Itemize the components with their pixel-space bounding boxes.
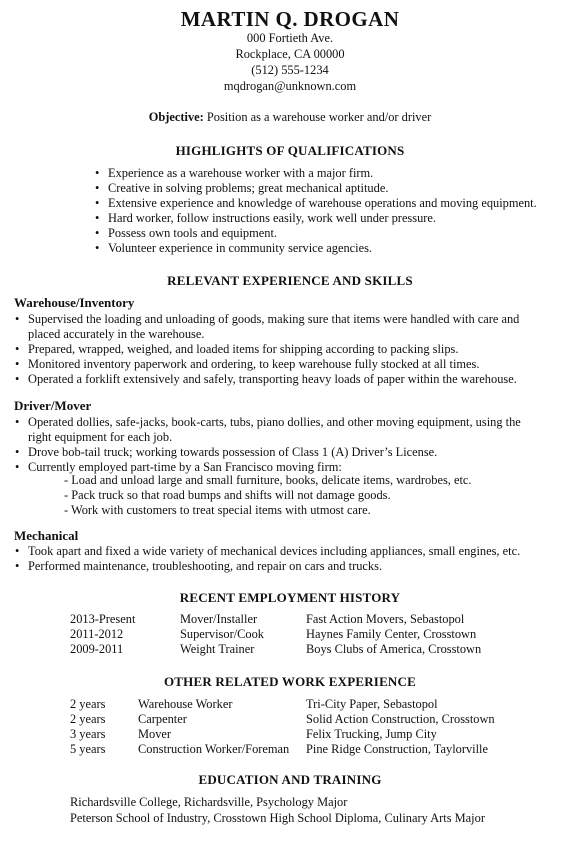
highlight-item: • Experience as a warehouse worker with a major firm. [95,166,374,180]
objective-text: Position as a warehouse worker and/or driver [206,110,432,124]
email-address: mqdrogan@unknown.com [223,79,357,93]
highlight-item: • Possess own tools and equipment. [95,226,277,240]
objective [0,110,580,125]
experience-item: • Currently employed part-time by a San Francisco moving firm: [15,460,342,474]
bullet: • [15,312,20,326]
work-employer: Felix Trucking, Jump City [306,727,437,741]
experience-item-continuation: placed accurately in the warehouse. [28,327,205,341]
employment-heading: RECENT EMPLOYMENT HISTORY [179,590,401,605]
driver-title: Driver/Mover [14,398,92,413]
highlights-list [95,166,537,256]
experience-item: • Operated dollies, safe-jacks, book-carts, tubs, piano dollies, and other moving equipment, using the [15,415,521,429]
experience-item-continuation: right equipment for each job. [28,430,173,444]
driver-sub-list [64,473,472,518]
address-line-1: 000 Fortieth Ave. [246,31,334,45]
bullet: • [15,460,20,474]
work-duration: 3 years [70,727,106,741]
bullet: • [15,357,20,371]
experience-item: • Supervised the loading and unloading of goods, making sure that items were handled with care and [15,312,520,326]
education-heading: EDUCATION AND TRAINING [198,772,382,787]
education-line: Richardsville College, Richardsville, Psychology Major [70,795,348,809]
bullet: • [15,544,20,558]
mechanical-title: Mechanical [14,528,79,543]
work-duration: 5 years [70,742,106,756]
phone-number: (512) 555-1234 [251,63,329,77]
employment-position: Supervisor/Cook [180,627,264,641]
work-employer: Solid Action Construction, Crosstown [306,712,495,726]
highlight-item: • Hard worker, follow instructions easily, work well under pressure. [95,211,436,225]
experience-item: • Prepared, wrapped, weighed, and loaded items for shipping according to packing slips. [15,342,459,356]
work-role: Construction Worker/Foreman [138,742,290,756]
employment-employer: Haynes Family Center, Crosstown [306,627,477,641]
bullet: • [15,559,20,573]
sub-item: - Load and unload large and small furniture, books, delicate items, wardrobes, etc. [64,473,472,487]
bullet: • [95,241,100,255]
bullet: • [95,211,100,225]
warehouse-list [15,312,520,387]
experience-item: • Monitored inventory paperwork and ordering, to keep warehouse fully stocked at all times. [15,357,480,371]
employment-employer: Fast Action Movers, Sebastopol [306,612,465,626]
sub-item: - Work with customers to treat special items with utmost care. [64,503,371,517]
bullet: • [15,372,20,386]
highlight-item: • Creative in solving problems; great mechanical aptitude. [95,181,389,195]
experience-item: • Took apart and fixed a wide variety of mechanical devices including appliances, small engines, etc. [15,544,521,558]
experience-item: • Drove bob-tail truck; working towards possession of Class 1 (A) Driver’s License. [15,445,438,459]
work-duration: 2 years [70,712,106,726]
work-duration: 2 years [70,697,106,711]
employment-dates: 2011-2012 [70,627,124,641]
employment-position: Weight Trainer [180,642,255,656]
experience-heading: RELEVANT EXPERIENCE AND SKILLS [167,273,413,288]
bullet: • [95,226,100,240]
employment-dates: 2009-2011 [70,642,124,656]
work-employer: Tri-City Paper, Sebastopol [306,697,438,711]
applicant-name: MARTIN Q. DROGAN [180,7,400,31]
work-role: Warehouse Worker [138,697,233,711]
highlight-item: • Volunteer experience in community service agencies. [95,241,373,255]
bullet: • [15,415,20,429]
sub-item: - Pack truck so that road bumps and shifts will not damage goods. [64,488,391,502]
experience-item: • Operated a forklift extensively and safely, transporting heavy loads of paper within the warehouse. [15,372,517,386]
bullet: • [15,445,20,459]
highlight-item: • Extensive experience and knowledge of warehouse operations and moving equipment. [95,196,537,210]
work-employer: Pine Ridge Construction, Taylorville [306,742,488,756]
work-role: Mover [138,727,172,741]
bullet: • [15,342,20,356]
highlights-heading: HIGHLIGHTS OF QUALIFICATIONS [175,143,405,158]
objective-label: Objective: [148,110,204,124]
bullet: • [95,181,100,195]
bullet: • [95,196,100,210]
mechanical-list [15,544,521,574]
address-line-2: Rockplace, CA 00000 [235,47,345,61]
driver-list [15,415,521,475]
education-line: Peterson School of Industry, Crosstown High School Diploma, Culinary Arts Major [70,811,485,825]
work-role: Carpenter [138,712,187,726]
employment-dates: 2013-Present [70,612,136,626]
bullet: • [95,166,100,180]
employment-position: Mover/Installer [180,612,258,626]
experience-item: • Performed maintenance, troubleshooting, and repair on cars and trucks. [15,559,383,573]
employment-employer: Boys Clubs of America, Crosstown [306,642,482,656]
other-work-heading: OTHER RELATED WORK EXPERIENCE [163,674,416,689]
warehouse-title: Warehouse/Inventory [14,295,135,310]
